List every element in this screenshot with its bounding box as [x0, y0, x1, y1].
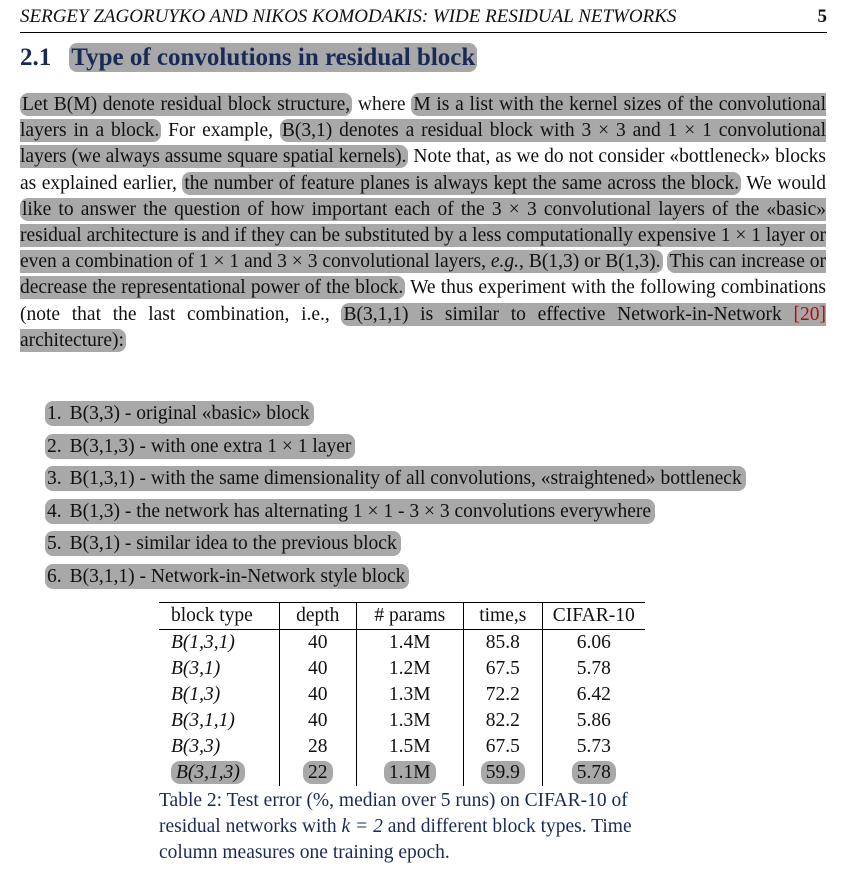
sentence-part: like to answer the question of how important each of the 3 × 3 convolutional layers of the «basic» residual architecture is and if they can be substituted by a less computationally expensive 1 × 1 layer or even a combination of 1 × 1 and 3 × 3 convolutional layers,	[20, 198, 826, 273]
table-cell: 1.2M	[356, 656, 463, 682]
table-caption	[159, 788, 669, 867]
table-cell: 28	[279, 734, 356, 760]
table-cell: 1.5M	[356, 734, 463, 760]
table-cell: B(3,1)	[171, 658, 221, 679]
table-cell: 82.2	[463, 708, 542, 734]
table-cell: 67.5	[463, 734, 542, 760]
list-index: 3.	[47, 468, 62, 490]
citation-link[interactable]: [20]	[793, 303, 826, 325]
list-text: B(1,3) - the network has alternating 1 × 1 - 3 × 3 convolutions everywhere	[69, 500, 652, 522]
table-cell: 5.78	[542, 656, 645, 682]
table-row	[159, 734, 645, 760]
table-cell: 40	[279, 708, 356, 734]
list-text: B(1,3,1) - with the same dimensionality of all convolutions, «straightened» bottleneck	[69, 468, 742, 490]
list-item	[45, 531, 835, 564]
list-item	[45, 434, 835, 467]
table-cell: B(1,3)	[171, 684, 221, 705]
highlight-sentence: Let B(M) denote residual block structure,	[22, 94, 351, 115]
plain-text: where	[357, 94, 406, 115]
table-cell: 40	[279, 656, 356, 682]
highlight-sentence: M is a list with the kernel sizes of the convolutional layers in a block.	[20, 94, 827, 142]
table-cell: 85.8	[463, 630, 542, 657]
highlight-sentence: B(3,1) denotes a residual block with 3 × 3 and 1 × 1 convolutional layers (we always assume square spatial kernels).	[20, 120, 827, 168]
highlight-cell: 1.1M	[384, 761, 436, 784]
highlight-cell: 22	[303, 761, 333, 784]
table-cell: 40	[279, 630, 356, 657]
table-cell	[159, 760, 279, 786]
list-index: 6.	[47, 565, 62, 587]
list-text: B(3,1) - similar idea to the previous block	[69, 533, 397, 555]
page-number: 5	[817, 6, 827, 27]
plain-text: We would	[746, 172, 826, 194]
sentence-part: , B(1,3) or B(1,3).	[519, 251, 661, 273]
table-row	[159, 682, 645, 708]
column-header: depth	[279, 603, 356, 630]
column-header: block type	[159, 603, 279, 630]
list-item	[45, 564, 835, 597]
caption-math: k = 2	[341, 816, 383, 838]
section-heading	[20, 44, 477, 72]
list-index: 5.	[47, 533, 62, 555]
table-cell: B(1,3,1)	[171, 632, 235, 653]
table-cell: 1.3M	[356, 708, 463, 734]
running-title: SERGEY ZAGORUYKO AND NIKOS KOMODAKIS: WIDE RESIDUAL NETWORKS	[20, 6, 677, 27]
table-row	[159, 630, 645, 657]
sentence-part: B(3,1,1) is similar to effective Network-in-Network	[343, 303, 782, 325]
column-header: # params	[356, 603, 463, 630]
highlight-sentence: the number of feature planes is always kept the same across the block.	[184, 172, 740, 194]
table-cell: 72.2	[463, 682, 542, 708]
table-header-row	[159, 603, 645, 630]
highlight-sentence: This can increase or decrease the representational power of the block.	[20, 251, 827, 299]
list-text: B(3,3) - original «basic» block	[69, 403, 310, 424]
table-cell: B(3,1,1)	[171, 710, 235, 731]
table-cell	[279, 760, 356, 786]
table-cell: 6.06	[542, 630, 645, 657]
table-cell: 67.5	[463, 656, 542, 682]
table-cell: 40	[279, 682, 356, 708]
sentence-part: architecture):	[20, 329, 124, 351]
table-cell: 6.42	[542, 682, 645, 708]
list-index: 4.	[47, 500, 62, 522]
column-header: time,s	[463, 603, 542, 630]
table-cell: B(3,3)	[171, 736, 221, 757]
highlight-cell: 59.9	[481, 761, 525, 784]
highlight-cell: B(3,1,3)	[171, 761, 245, 784]
block-type-list	[45, 401, 835, 597]
list-item	[45, 401, 835, 434]
table-cell	[463, 760, 542, 786]
list-text: B(3,1,1) - Network-in-Network style block	[69, 565, 406, 587]
sentence-part-italic: e.g.	[490, 251, 520, 273]
caption-text: Table 2: Test error (%, median over 5 runs) on CIFAR-10 of residual networks with	[159, 790, 628, 838]
table-cell	[542, 760, 645, 786]
plain-text: Note that, as we do not consider «bottleneck» blocks as explained earlier,	[20, 146, 826, 194]
list-text: B(3,1,3) - with one extra 1 × 1 layer	[69, 435, 352, 457]
plain-text: For example,	[168, 120, 274, 142]
plain-text: We thus experiment with the following combinations (note that the last combination, i.e.,	[20, 277, 827, 325]
section-title: Type of convolutions in residual block	[71, 44, 476, 71]
list-item	[45, 466, 835, 499]
column-header: CIFAR-10	[542, 603, 645, 630]
table-cell: 5.86	[542, 708, 645, 734]
highlight-cell: 5.78	[572, 761, 616, 784]
section-number: 2.1	[20, 44, 52, 71]
table-row	[159, 708, 645, 734]
caption-text: and different block types. Time column measures one training epoch.	[159, 816, 632, 864]
list-item	[45, 499, 835, 532]
table-cell: 5.73	[542, 734, 645, 760]
list-index: 1.	[47, 403, 62, 424]
results-table	[159, 602, 645, 786]
table-cell: 1.3M	[356, 682, 463, 708]
table-cell	[356, 760, 463, 786]
body-paragraph	[20, 92, 826, 354]
table-cell: 1.4M	[356, 630, 463, 657]
table-row	[159, 656, 645, 682]
table-row-highlighted	[159, 760, 645, 786]
list-index: 2.	[47, 435, 62, 457]
running-head	[20, 6, 827, 33]
